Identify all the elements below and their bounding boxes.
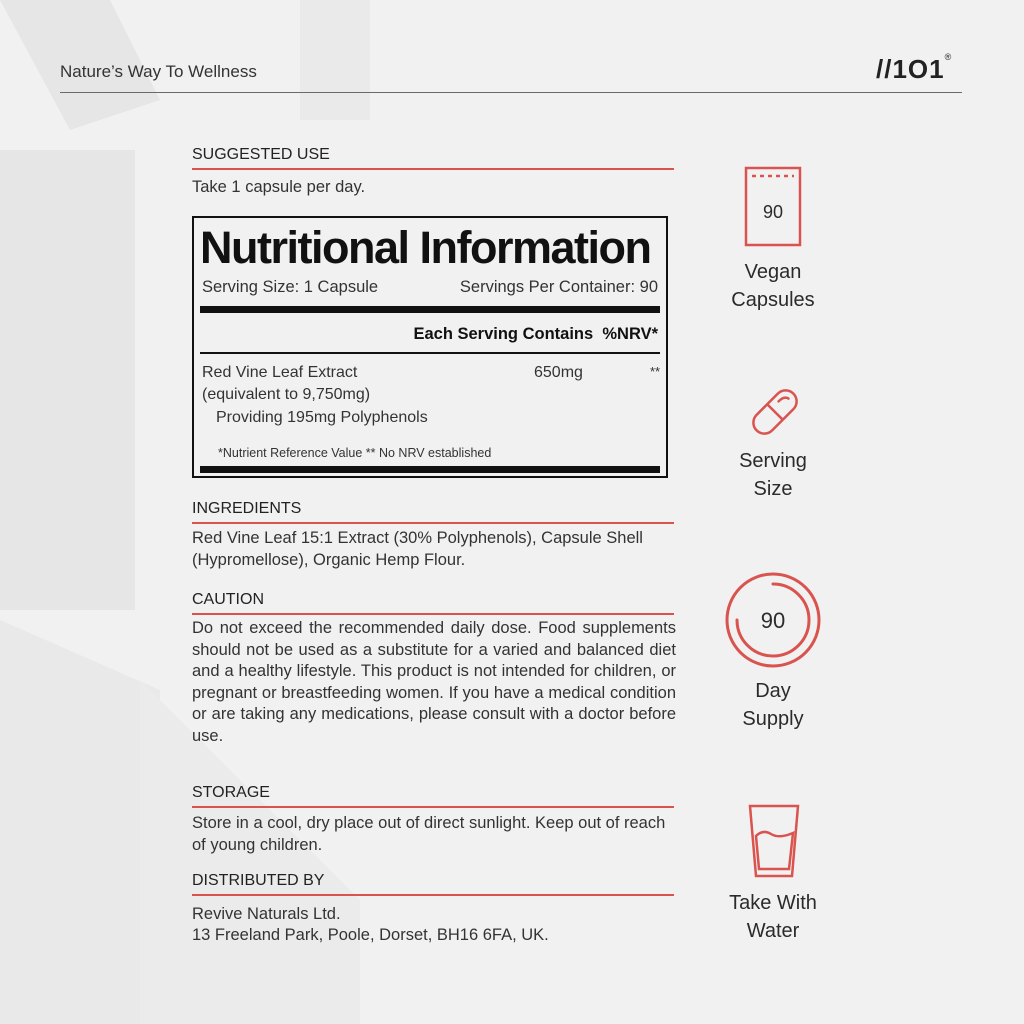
each-serving-label: Each Serving Contains — [413, 325, 594, 343]
ingredient-polyphenols: Providing 195mg Polyphenols — [216, 409, 428, 426]
day-dial-icon — [723, 570, 823, 670]
feature-label-line2: Capsules — [731, 289, 815, 311]
pouch-count: 90 — [762, 202, 784, 222]
servings-per-container: Servings Per Container: 90 — [459, 278, 658, 296]
logo-text: //1O1 — [876, 54, 945, 84]
feature-label-line1: Serving — [739, 450, 807, 472]
feature-label-line2: Size — [753, 478, 793, 500]
feature-label-line1: Day — [755, 680, 791, 702]
ingredient-nrv: ** — [650, 364, 661, 379]
feature-serving-size — [703, 447, 843, 503]
feature-take-with-water — [703, 889, 843, 945]
ingredients-text: Red Vine Leaf 15:1 Extract (30% Polyphenols), Capsule Shell (Hypromellose), Organic Hemp Flour. — [192, 529, 643, 569]
pouch-icon — [740, 160, 806, 250]
header-divider — [60, 92, 962, 93]
feature-label-line2: Water — [746, 920, 800, 942]
caution-text: Do not exceed the recommended daily dose. Food supplements should not be used as a substitute for a varied and balanced diet and a healthy lifestyle. This product is not intended for children, or pregnant or breastfeeding women. If you have a medical condition or are taking any medications, please consult with a doctor before use. — [192, 619, 676, 745]
nutrition-bar-bottom — [200, 466, 660, 473]
feature-label-line2: Supply — [742, 708, 804, 730]
ingredient-name: Red Vine Leaf Extract — [202, 364, 358, 381]
registered-mark: ® — [944, 52, 953, 62]
capsule-icon — [747, 384, 803, 440]
ingredient-amount: 650mg — [534, 364, 583, 381]
feature-label-line1: Take With — [729, 892, 817, 914]
distributed-heading: DISTRIBUTED BY — [192, 872, 674, 896]
nutrition-bar-mid — [200, 352, 660, 354]
distributor-address: 13 Freeland Park, Poole, Dorset, BH16 6FA, UK. — [192, 926, 549, 944]
ingredients-heading: INGREDIENTS — [192, 500, 674, 524]
feature-label-line1: Vegan — [744, 261, 802, 283]
tagline: Nature’s Way To Wellness — [60, 62, 257, 81]
storage-text: Store in a cool, dry place out of direct sunlight. Keep out of reach of young children. — [192, 814, 666, 854]
nutrition-title: Nutritional Information — [200, 222, 651, 273]
storage-heading: STORAGE — [192, 784, 674, 808]
nutrition-footnote: *Nutrient Reference Value ** No NRV established — [218, 446, 492, 460]
suggested-use-text: Take 1 capsule per day. — [192, 178, 366, 196]
day-count: 90 — [760, 608, 786, 633]
suggested-use-heading: SUGGESTED USE — [192, 146, 674, 170]
feature-day-supply — [703, 677, 843, 733]
water-glass-icon — [747, 803, 801, 879]
ingredient-equivalent: (equivalent to 9,750mg) — [202, 386, 371, 403]
caution-heading: CAUTION — [192, 591, 674, 615]
nutrition-bar-top — [200, 306, 660, 313]
nrv-header: %NRV* — [602, 325, 658, 343]
brand-logo — [876, 54, 952, 85]
feature-vegan-capsules — [703, 258, 843, 314]
nutrition-panel — [192, 216, 668, 478]
distributor-name: Revive Naturals Ltd. — [192, 905, 341, 923]
each-serving-header — [413, 325, 658, 344]
serving-size: Serving Size: 1 Capsule — [202, 278, 379, 296]
